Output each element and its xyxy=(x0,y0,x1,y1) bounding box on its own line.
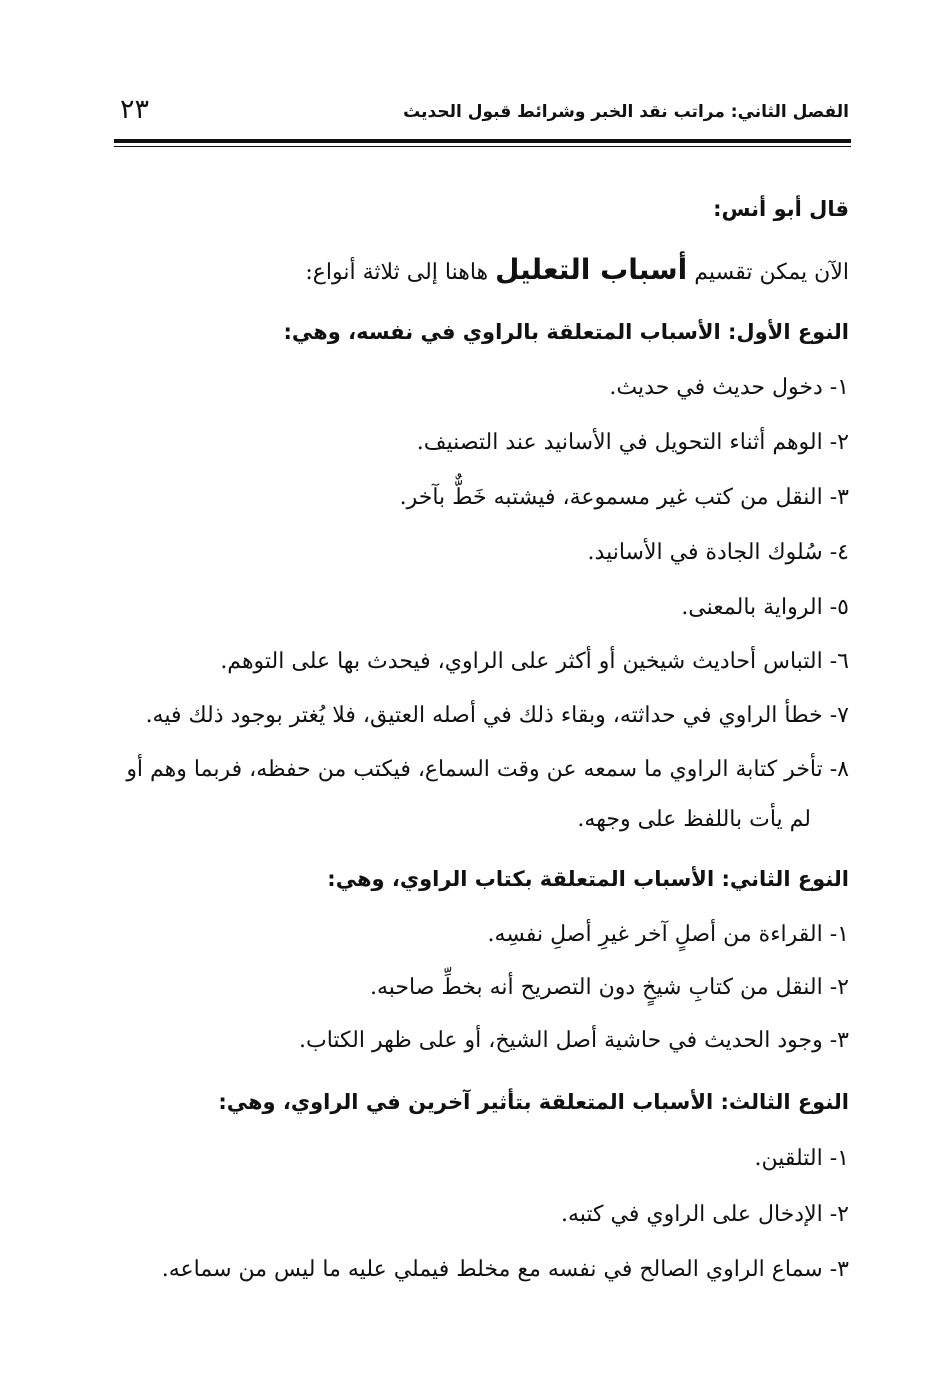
section3-heading: النوع الثالث: الأسباب المتعلقة بتأثير آخرين في الراوي، وهي: xyxy=(218,1090,849,1114)
list-item: ٢- الوهم أثناء التحويل في الأسانيد عند التصنيف. xyxy=(416,430,849,455)
list-item: ٤- سُلوك الجادة في الأسانيد. xyxy=(587,540,849,565)
header-rule-thin xyxy=(114,146,851,147)
list-item: ٢- النقل من كتابِ شيخٍ دون التصريح أنه بخطِّ صاحبه. xyxy=(370,975,849,1000)
list-item: ١- القراءة من أصلٍ آخر غيرِ أصلِ نفسِه. xyxy=(487,922,849,947)
list-item: ٨- تأخر كتابة الراوي ما سمعه عن وقت السماع، فيكتب من حفظه، فربما وهم أو xyxy=(126,757,849,782)
page-header xyxy=(108,94,849,134)
list-item: ٣- سماع الراوي الصالح في نفسه مع مخلط فيملي عليه ما ليس من سماعه. xyxy=(161,1257,849,1282)
list-item: ٥- الرواية بالمعنى. xyxy=(681,595,849,620)
list-item: ١- التلقين. xyxy=(754,1146,849,1171)
list-item-continuation: لم يأت باللفظ على وجهه. xyxy=(577,807,811,832)
running-title: الفصل الثاني: مراتب نقد الخبر وشرائط قبول الحديث xyxy=(403,102,849,122)
page-number: ٢٣ xyxy=(120,94,150,125)
list-item: ٣- وجود الحديث في حاشية أصل الشيخ، أو على ظهر الكتاب. xyxy=(298,1028,849,1053)
list-item: ٦- التباس أحاديث شيخين أو أكثر على الراوي، فيحدث بها على التوهم. xyxy=(220,649,849,674)
section1-heading: النوع الأول: الأسباب المتعلقة بالراوي في نفسه، وهي: xyxy=(283,320,849,344)
list-item: ٢- الإدخال على الراوي في كتبه. xyxy=(560,1202,849,1227)
speaker-heading: قال أبو أنس: xyxy=(713,197,849,221)
header-rule-thick xyxy=(114,139,851,143)
intro-text-end: هاهنا إلى ثلاثة أنواع: xyxy=(305,260,496,285)
section2-heading: النوع الثاني: الأسباب المتعلقة بكتاب الراوي، وهي: xyxy=(327,867,849,891)
list-item: ١- دخول حديث في حديث. xyxy=(609,375,849,400)
list-item: ٣- النقل من كتب غير مسموعة، فيشتبه خَطٌّ بآخر. xyxy=(399,485,849,510)
intro-paragraph xyxy=(305,254,849,289)
list-item: ٧- خطأ الراوي في حداثته، وبقاء ذلك في أصله العتيق، فلا يُغتر بوجود ذلك فيه. xyxy=(145,703,849,728)
intro-emphasis: أسباب التعليل xyxy=(495,253,688,286)
intro-text-start: الآن يمكن تقسيم xyxy=(687,260,849,285)
